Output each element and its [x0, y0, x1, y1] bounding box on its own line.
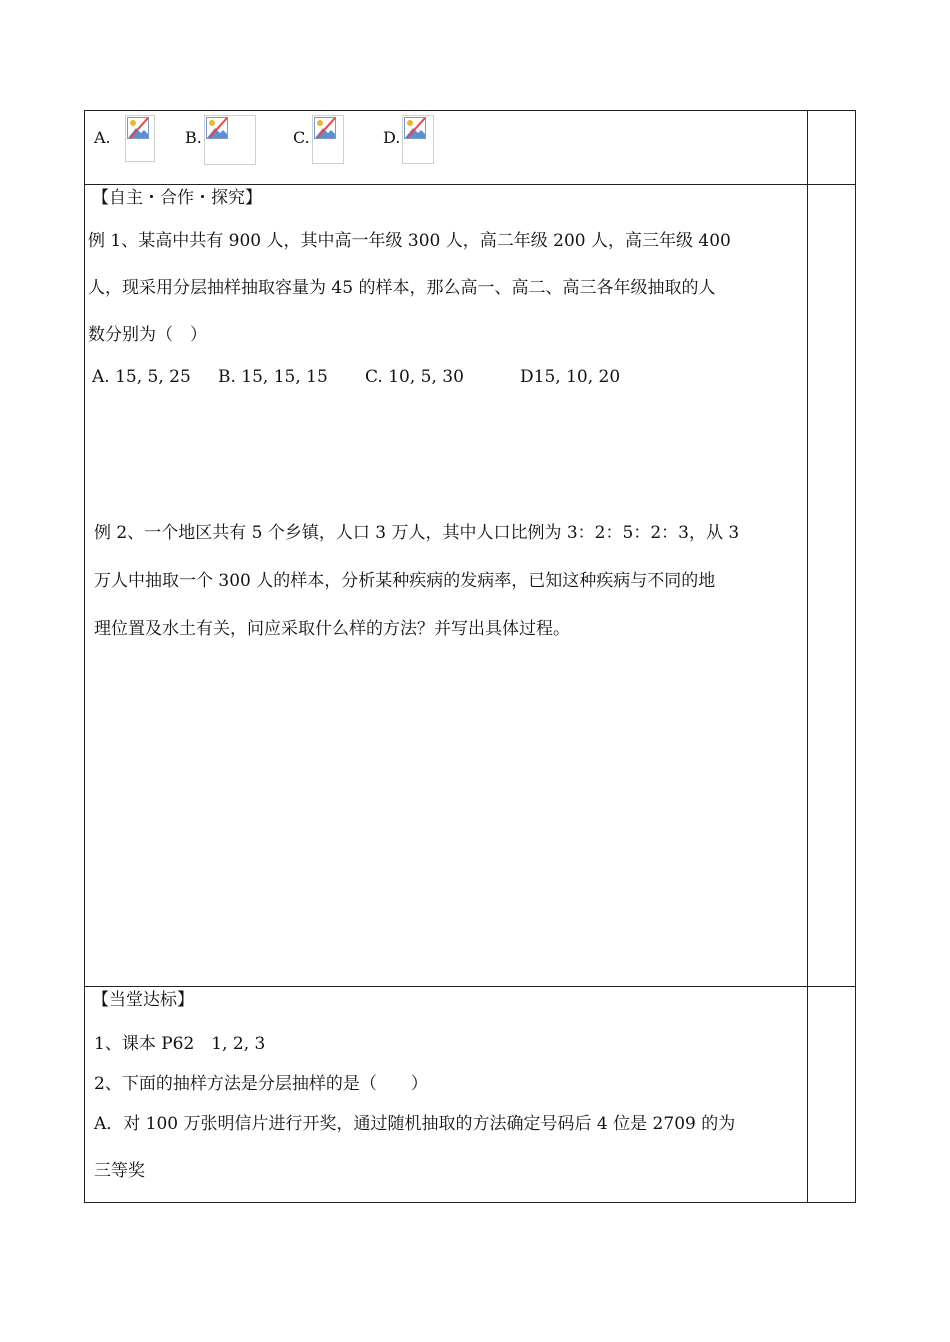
- example1-line: 人，现采用分层抽样抽取容量为 45 的样本，那么高一、高二、高三各年级抽取的人: [88, 278, 716, 298]
- option-c-label: C.: [293, 128, 310, 147]
- practice-option-a-line: 三等奖: [94, 1161, 145, 1181]
- section-heading: 【自主・合作・探究】: [92, 188, 262, 208]
- row-divider: [85, 184, 855, 185]
- section-heading: 【当堂达标】: [92, 990, 194, 1010]
- practice-option-a-line: A．对 100 万张明信片进行开奖，通过随机抽取的方法确定号码后 4 位是 2709 的为: [94, 1114, 736, 1134]
- example1-choice-d: D15, 10, 20: [520, 367, 621, 387]
- row-divider: [85, 986, 855, 987]
- option-c-image-icon: [312, 115, 344, 164]
- option-b-label: B.: [185, 128, 202, 147]
- option-d-image-icon: [402, 115, 434, 164]
- example2-line: 万人中抽取一个 300 人的样本，分析某种疾病的发病率，已知这种疾病与不同的地: [94, 571, 716, 591]
- example1-choice-b: B. 15, 15, 15: [218, 367, 328, 387]
- example1-choice-c: C. 10, 5, 30: [365, 367, 464, 387]
- example1-line: 例 1、某高中共有 900 人，其中高一年级 300 人，高二年级 200 人，高三年级 400: [88, 231, 731, 251]
- example1-choice-a: A. 15, 5, 25: [92, 367, 191, 387]
- option-a-label: A.: [94, 128, 111, 147]
- option-d-label: D.: [383, 128, 401, 147]
- example2-line: 理位置及水土有关，问应采取什么样的方法？并写出具体过程。: [94, 619, 570, 639]
- option-b-image-icon: [204, 115, 256, 165]
- option-a-image-icon: [125, 115, 155, 162]
- practice-item-1: 1、课本 P62 1, 2, 3: [94, 1034, 266, 1054]
- example2-line: 例 2、一个地区共有 5 个乡镇，人口 3 万人，其中人口比例为 3：2：5：2：3，从 3: [94, 523, 740, 543]
- example1-line: 数分别为（ ）: [88, 325, 207, 345]
- practice-item-2: 2、下面的抽样方法是分层抽样的是（ ）: [94, 1074, 428, 1094]
- column-divider: [807, 111, 808, 1202]
